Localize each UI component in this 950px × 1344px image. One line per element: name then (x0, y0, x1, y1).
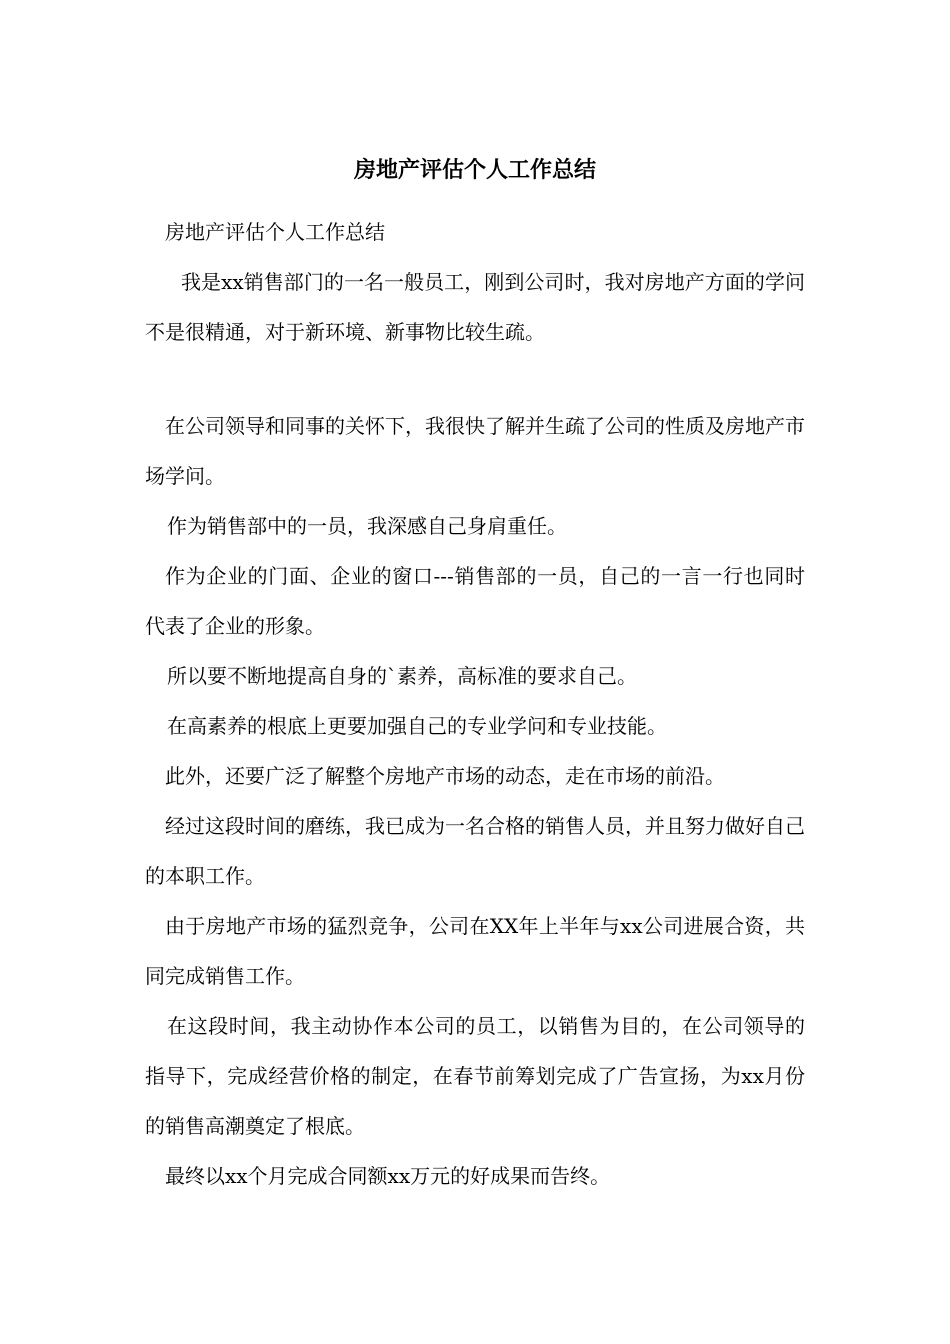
paragraph: 作为企业的门面、企业的窗口---销售部的一员，自己的一言一行也同时代表了企业的形象。 (145, 564, 805, 638)
paragraph: 最终以xx个月完成合同额xx万元的好成果而告终。 (165, 1164, 611, 1188)
paragraph: 经过这段时间的磨练，我已成为一名合格的销售人员，并且努力做好自己的本职工作。 (145, 814, 805, 888)
paragraph: 在公司领导和同事的关怀下，我很快了解并生疏了公司的性质及房地产市场学问。 (145, 414, 805, 488)
paragraph: 由于房地产市场的猛烈竞争，公司在XX年上半年与xx公司进展合资，共同完成销售工作。 (145, 914, 805, 988)
paragraph: 在高素养的根底上更要加强自己的专业学问和专业技能。 (167, 714, 667, 738)
document-title: 房地产评估个人工作总结 (353, 157, 596, 183)
paragraph: 此外，还要广泛了解整个房地产市场的动态，走在市场的前沿。 (165, 764, 725, 788)
document-body (145, 207, 805, 1201)
paragraph: 所以要不断地提高自身的`素养，高标准的要求自己。 (167, 664, 637, 688)
paragraph: 在这段时间，我主动协作本公司的员工，以销售为目的，在公司领导的指导下，完成经营价格的制定，在春节前筹划完成了广告宣扬，为xx月份的销售高潮奠定了根底。 (145, 1014, 805, 1138)
paragraph: 作为销售部中的一员，我深感自己身肩重任。 (167, 514, 567, 538)
paragraph: 我是xx销售部门的一名一般员工，刚到公司时，我对房地产方面的学问不是很精通，对于新环境、新事物比较生疏。 (145, 270, 805, 344)
paragraph: 房地产评估个人工作总结 (165, 220, 385, 244)
